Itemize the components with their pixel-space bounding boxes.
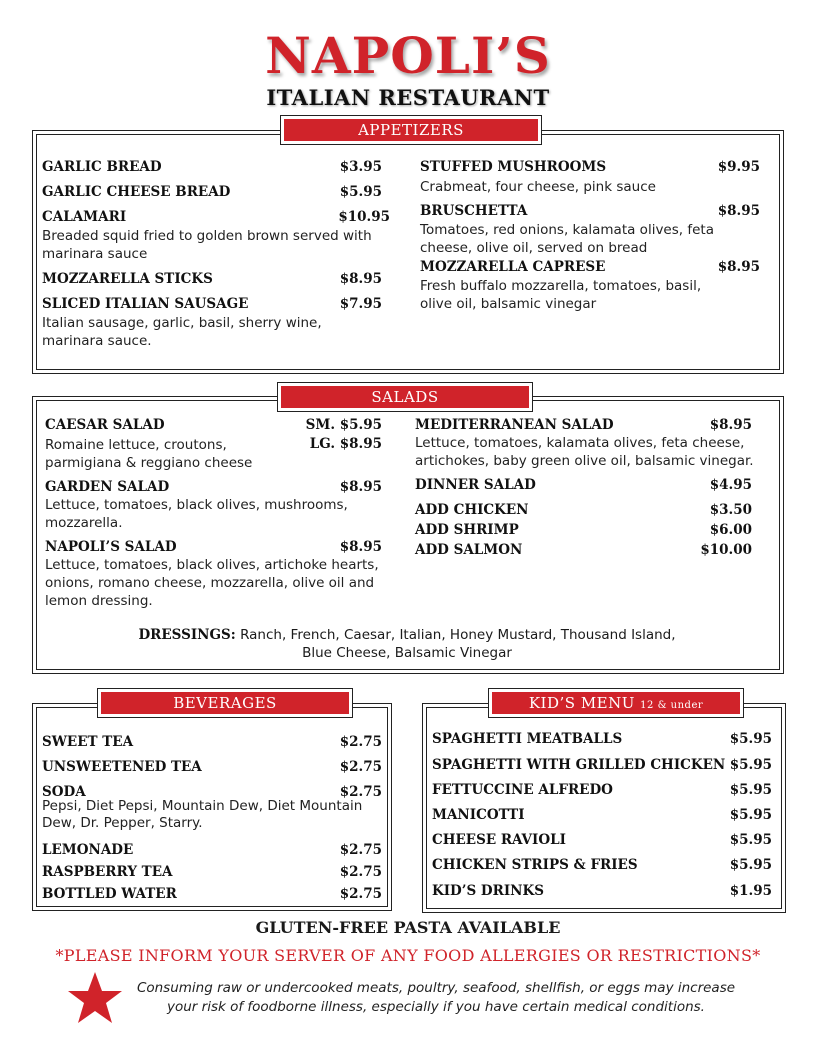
menu-item-price: $10.95 bbox=[338, 209, 390, 225]
health-warning-line1: Consuming raw or undercooked meats, poultry, seafood, shellfish, or eggs may increase bbox=[136, 980, 736, 996]
menu-item-name: SODA bbox=[42, 784, 86, 800]
menu-item-price: $10.00 bbox=[700, 542, 752, 558]
kids-menu-title: KID’S MENU bbox=[528, 694, 635, 712]
health-warning bbox=[130, 979, 742, 1017]
menu-item-price: $8.95 bbox=[717, 259, 760, 275]
menu-item-name: FETTUCCINE ALFREDO bbox=[432, 782, 613, 798]
menu-item-price: $2.75 bbox=[339, 784, 382, 800]
restaurant-name: NAPOLI’S bbox=[265, 26, 551, 85]
menu-item-price: $2.75 bbox=[339, 734, 382, 750]
menu-item-description: Tomatoes, red onions, kalamata olives, feta cheese, olive oil, served on bread bbox=[420, 222, 714, 256]
gluten-free-note: GLUTEN-FREE PASTA AVAILABLE bbox=[255, 918, 561, 937]
menu-item-name: CHICKEN STRIPS & FRIES bbox=[432, 857, 638, 873]
salads-heading: SALADS bbox=[278, 383, 532, 411]
menu-item-price: $5.95 bbox=[729, 857, 772, 873]
menu-item-description: Pepsi, Diet Pepsi, Mountain Dew, Diet Mountain Dew, Dr. Pepper, Starry. bbox=[42, 798, 363, 831]
menu-item-description: Crabmeat, four cheese, pink sauce bbox=[420, 179, 656, 195]
menu-item-price: $2.75 bbox=[339, 759, 382, 775]
restaurant-subtitle: ITALIAN RESTAURANT bbox=[266, 85, 550, 110]
menu-item-price: $3.95 bbox=[339, 159, 382, 175]
star-icon bbox=[66, 970, 124, 1026]
menu-item-name: LEMONADE bbox=[42, 842, 134, 858]
menu-item-price: $3.50 bbox=[709, 502, 752, 518]
dressings-info bbox=[32, 626, 782, 662]
menu-item-price: $5.95 bbox=[729, 782, 772, 798]
menu-item-description: Romaine lettuce, croutons, parmigiana & reggiano cheese bbox=[45, 437, 253, 471]
menu-item-price: $2.75 bbox=[339, 842, 382, 858]
allergy-notice: *PLEASE INFORM YOUR SERVER OF ANY FOOD ALLERGIES OR RESTRICTIONS* bbox=[55, 946, 761, 965]
menu-item-price: $2.75 bbox=[339, 864, 382, 880]
menu-item-name: MANICOTTI bbox=[432, 807, 525, 823]
menu-item-name: BRUSCHETTA bbox=[420, 203, 528, 219]
health-warning-line2: your risk of foodborne illness, especially if you have certain medical conditions. bbox=[167, 999, 705, 1015]
menu-item-name: STUFFED MUSHROOMS bbox=[420, 159, 607, 175]
kids-menu-heading bbox=[489, 689, 743, 717]
menu-item-name: CAESAR SALAD bbox=[45, 417, 165, 433]
menu-item-price: $5.95 bbox=[729, 757, 772, 773]
menu-item-price: $9.95 bbox=[717, 159, 760, 175]
menu-item-price: SM. $5.95 bbox=[305, 417, 382, 433]
menu-item-name: MOZZARELLA STICKS bbox=[42, 271, 213, 287]
menu-item-price: $5.95 bbox=[339, 184, 382, 200]
menu-item-price: $5.95 bbox=[729, 807, 772, 823]
menu-item-price: $8.95 bbox=[717, 203, 760, 219]
dressings-list-line2: Blue Cheese, Balsamic Vinegar bbox=[302, 645, 512, 661]
menu-item-price: $5.95 bbox=[729, 832, 772, 848]
appetizers-heading: APPETIZERS bbox=[281, 116, 541, 144]
menu-item-price: $8.95 bbox=[339, 479, 382, 495]
menu-item-description: Lettuce, tomatoes, black olives, artichoke hearts, onions, romano cheese, mozzarella, olive oil and lemon dressing. bbox=[45, 557, 379, 609]
menu-item-name: NAPOLI’S SALAD bbox=[45, 539, 177, 555]
menu-item-name: UNSWEETENED TEA bbox=[42, 759, 202, 775]
menu-item-price: $5.95 bbox=[729, 731, 772, 747]
menu-item-name: BOTTLED WATER bbox=[42, 886, 177, 902]
menu-item-description: Lettuce, tomatoes, kalamata olives, feta cheese, artichokes, baby green olive oil, balsamic vinegar. bbox=[415, 435, 754, 469]
menu-item-name: MOZZARELLA CAPRESE bbox=[420, 259, 606, 275]
menu-item-name: KID’S DRINKS bbox=[432, 883, 544, 899]
menu-item-name: DINNER SALAD bbox=[415, 477, 536, 493]
menu-item-name: ADD SHRIMP bbox=[415, 522, 519, 538]
menu-item-price: $8.95 bbox=[339, 271, 382, 287]
menu-item-description: Fresh buffalo mozzarella, tomatoes, basil, olive oil, balsamic vinegar bbox=[420, 278, 702, 312]
beverages-heading: BEVERAGES bbox=[98, 689, 352, 717]
menu-item-name: CHEESE RAVIOLI bbox=[432, 832, 566, 848]
menu-item-name: SWEET TEA bbox=[42, 734, 134, 750]
menu-item-name: GARLIC CHEESE BREAD bbox=[42, 184, 231, 200]
menu-item-name: CALAMARI bbox=[42, 209, 127, 225]
menu-item-name: ADD SALMON bbox=[415, 542, 523, 558]
menu-item-name: GARDEN SALAD bbox=[45, 479, 170, 495]
menu-item-name: RASPBERRY TEA bbox=[42, 864, 173, 880]
menu-item-description: Breaded squid fried to golden brown served with marinara sauce bbox=[42, 228, 372, 262]
kids-menu-age-note: 12 & under bbox=[640, 700, 704, 711]
menu-item-price-large: LG. $8.95 bbox=[309, 436, 382, 452]
menu-item-price: $8.95 bbox=[709, 417, 752, 433]
menu-item-price: $7.95 bbox=[339, 296, 382, 312]
dressings-list-line1: Ranch, French, Caesar, Italian, Honey Mustard, Thousand Island, bbox=[240, 627, 676, 643]
menu-item-name: SPAGHETTI WITH GRILLED CHICKEN bbox=[432, 757, 726, 773]
dressings-label: DRESSINGS: bbox=[138, 627, 236, 643]
menu-item-price: $1.95 bbox=[729, 883, 772, 899]
menu-item-description: Lettuce, tomatoes, black olives, mushrooms, mozzarella. bbox=[45, 497, 348, 531]
menu-item-name: SLICED ITALIAN SAUSAGE bbox=[42, 296, 249, 312]
menu-item-name: MEDITERRANEAN SALAD bbox=[415, 417, 614, 433]
menu-item-name: GARLIC BREAD bbox=[42, 159, 162, 175]
menu-item-name: ADD CHICKEN bbox=[415, 502, 529, 518]
menu-item-name: SPAGHETTI MEATBALLS bbox=[432, 731, 623, 747]
menu-item-price: $8.95 bbox=[339, 539, 382, 555]
menu-item-price: $6.00 bbox=[709, 522, 752, 538]
menu-item-price: $4.95 bbox=[709, 477, 752, 493]
menu-item-price: $2.75 bbox=[339, 886, 382, 902]
menu-item-description: Italian sausage, garlic, basil, sherry wine, marinara sauce. bbox=[42, 315, 322, 349]
